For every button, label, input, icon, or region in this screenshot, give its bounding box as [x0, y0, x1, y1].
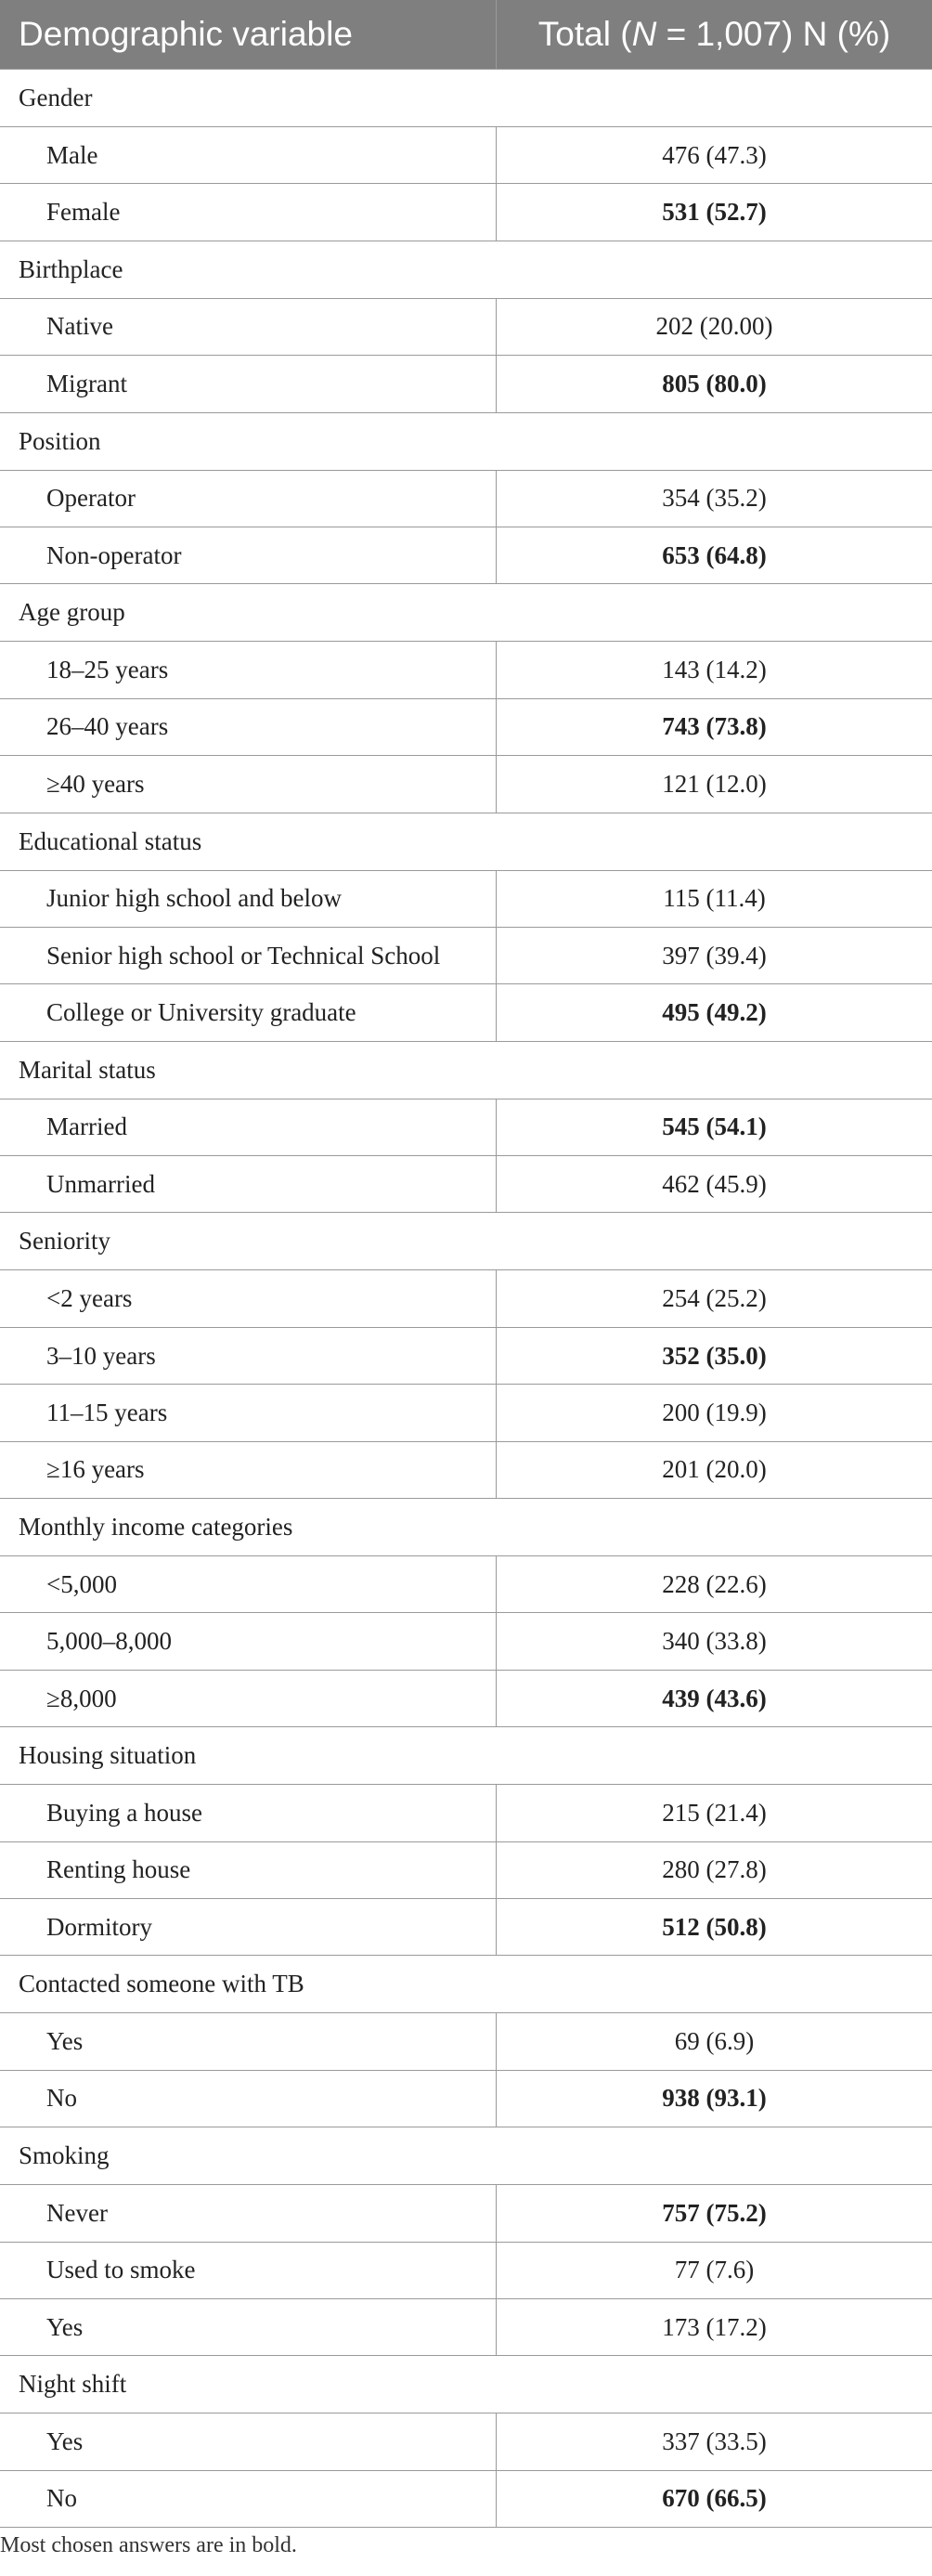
table-row — [0, 1099, 932, 1156]
row-label: ≥16 years — [0, 1442, 497, 1498]
row-label: College or University graduate — [0, 984, 497, 1040]
row-value: 337 (33.5) — [662, 2427, 767, 2456]
table-row — [0, 1328, 932, 1385]
table-row — [0, 1671, 932, 1727]
row-value: 215 (21.4) — [662, 1798, 767, 1827]
row-value: 545 (54.1) — [662, 1112, 767, 1141]
table-body — [0, 70, 932, 2528]
row-value: 352 (35.0) — [662, 1341, 767, 1370]
category-label: Educational status — [19, 826, 202, 855]
row-label: No — [0, 2071, 497, 2127]
table-row — [0, 471, 932, 527]
category-row — [0, 241, 932, 299]
row-label: 3–10 years — [0, 1328, 497, 1384]
row-label: 5,000–8,000 — [0, 1613, 497, 1669]
row-value: 202 (20.00) — [655, 312, 773, 341]
row-label: <5,000 — [0, 1556, 497, 1612]
row-label: Renting house — [0, 1842, 497, 1898]
row-value: 354 (35.2) — [662, 484, 767, 513]
row-label: ≥40 years — [0, 756, 497, 812]
row-value: 670 (66.5) — [662, 2484, 767, 2513]
row-value: 173 (17.2) — [662, 2312, 767, 2341]
row-value: 757 (75.2) — [662, 2198, 767, 2227]
table-row — [0, 699, 932, 756]
header-total-suffix: = 1,007) N (%) — [656, 15, 891, 53]
category-row — [0, 70, 932, 127]
category-label: Gender — [19, 84, 93, 111]
row-value: 439 (43.6) — [662, 1684, 767, 1712]
category-label: Age group — [19, 598, 125, 627]
category-label: Smoking — [19, 2141, 110, 2170]
header-demographic-variable: Demographic variable — [0, 0, 497, 69]
row-label: Operator — [0, 471, 497, 527]
category-row — [0, 1499, 932, 1556]
row-value: 143 (14.2) — [662, 656, 767, 684]
category-label: Night shift — [19, 2370, 127, 2399]
table-row — [0, 2071, 932, 2127]
row-label: Yes — [0, 2413, 497, 2469]
table-row — [0, 527, 932, 584]
table-row — [0, 2013, 932, 2070]
row-label: Migrant — [0, 356, 497, 411]
row-label: <2 years — [0, 1270, 497, 1326]
category-row — [0, 413, 932, 471]
row-value: 805 (80.0) — [662, 369, 767, 397]
table-row — [0, 356, 932, 412]
row-label: Buying a house — [0, 1785, 497, 1841]
row-label: 11–15 years — [0, 1385, 497, 1440]
row-label: Dormitory — [0, 1899, 497, 1955]
row-value: 77 (7.6) — [674, 2256, 755, 2284]
table-row — [0, 1156, 932, 1213]
row-label: Yes — [0, 2299, 497, 2355]
table-row — [0, 127, 932, 184]
category-label: Marital status — [19, 1055, 156, 1084]
table-row — [0, 1899, 932, 1956]
row-value: 938 (93.1) — [662, 2084, 767, 2113]
table-row — [0, 1442, 932, 1499]
category-label: Housing situation — [19, 1741, 197, 1770]
table-row — [0, 984, 932, 1041]
table-row — [0, 756, 932, 813]
row-label: Never — [0, 2185, 497, 2241]
table-row — [0, 642, 932, 698]
row-label: Non-operator — [0, 527, 497, 583]
header-total — [497, 0, 932, 69]
row-label: Junior high school and below — [0, 871, 497, 927]
row-value: 512 (50.8) — [662, 1912, 767, 1941]
table-row — [0, 2185, 932, 2242]
row-label: Senior high school or Technical School — [0, 928, 497, 983]
row-label: ≥8,000 — [0, 1671, 497, 1726]
table-row — [0, 184, 932, 241]
header-total-prefix: Total ( — [537, 15, 632, 53]
table-row — [0, 2243, 932, 2299]
table-row — [0, 2299, 932, 2356]
row-label: No — [0, 2471, 497, 2527]
row-label: 18–25 years — [0, 642, 497, 697]
table-footnote: Most chosen answers are in bold. — [0, 2533, 297, 2557]
category-row — [0, 2127, 932, 2185]
row-value: 653 (64.8) — [662, 540, 767, 569]
category-row — [0, 1956, 932, 2013]
row-value: 531 (52.7) — [662, 198, 767, 227]
table-row — [0, 2413, 932, 2470]
table-row — [0, 1270, 932, 1327]
row-value: 280 (27.8) — [662, 1855, 767, 1884]
row-value: 340 (33.8) — [662, 1627, 767, 1656]
row-value: 397 (39.4) — [662, 941, 767, 969]
row-label: Yes — [0, 2013, 497, 2069]
row-label: Used to smoke — [0, 2243, 497, 2298]
category-label: Seniority — [19, 1227, 110, 1255]
table-row — [0, 1385, 932, 1441]
category-row — [0, 1213, 932, 1270]
table-row — [0, 1842, 932, 1899]
table-row — [0, 928, 932, 984]
category-label: Monthly income categories — [19, 1513, 293, 1542]
category-row — [0, 2356, 932, 2413]
table-row — [0, 1613, 932, 1670]
category-row — [0, 1727, 932, 1785]
row-label: Married — [0, 1099, 497, 1155]
category-label: Birthplace — [19, 254, 123, 283]
row-label: Female — [0, 184, 497, 240]
row-value: 121 (12.0) — [662, 769, 767, 798]
table-row — [0, 2471, 932, 2528]
category-row — [0, 1042, 932, 1099]
table-header-row — [0, 0, 932, 70]
table-row — [0, 871, 932, 928]
header-total-n: N — [631, 15, 657, 53]
row-value: 201 (20.0) — [662, 1455, 767, 1484]
table-row — [0, 299, 932, 356]
row-value: 254 (25.2) — [662, 1284, 767, 1313]
category-label: Contacted someone with TB — [19, 1970, 304, 1998]
row-label: Male — [0, 127, 497, 183]
row-label: Native — [0, 299, 497, 355]
row-value: 69 (6.9) — [674, 2027, 755, 2056]
category-row — [0, 584, 932, 642]
row-value: 476 (47.3) — [662, 140, 767, 169]
row-value: 495 (49.2) — [662, 997, 767, 1026]
row-value: 462 (45.9) — [662, 1169, 767, 1198]
row-label: Unmarried — [0, 1156, 497, 1212]
row-value: 228 (22.6) — [662, 1569, 767, 1598]
category-label: Position — [19, 426, 101, 455]
row-value: 200 (19.9) — [662, 1398, 767, 1426]
table-row — [0, 1785, 932, 1841]
row-value: 743 (73.8) — [662, 712, 767, 741]
row-label: 26–40 years — [0, 699, 497, 755]
row-value: 115 (11.4) — [663, 884, 766, 913]
table-row — [0, 1556, 932, 1613]
category-row — [0, 813, 932, 871]
